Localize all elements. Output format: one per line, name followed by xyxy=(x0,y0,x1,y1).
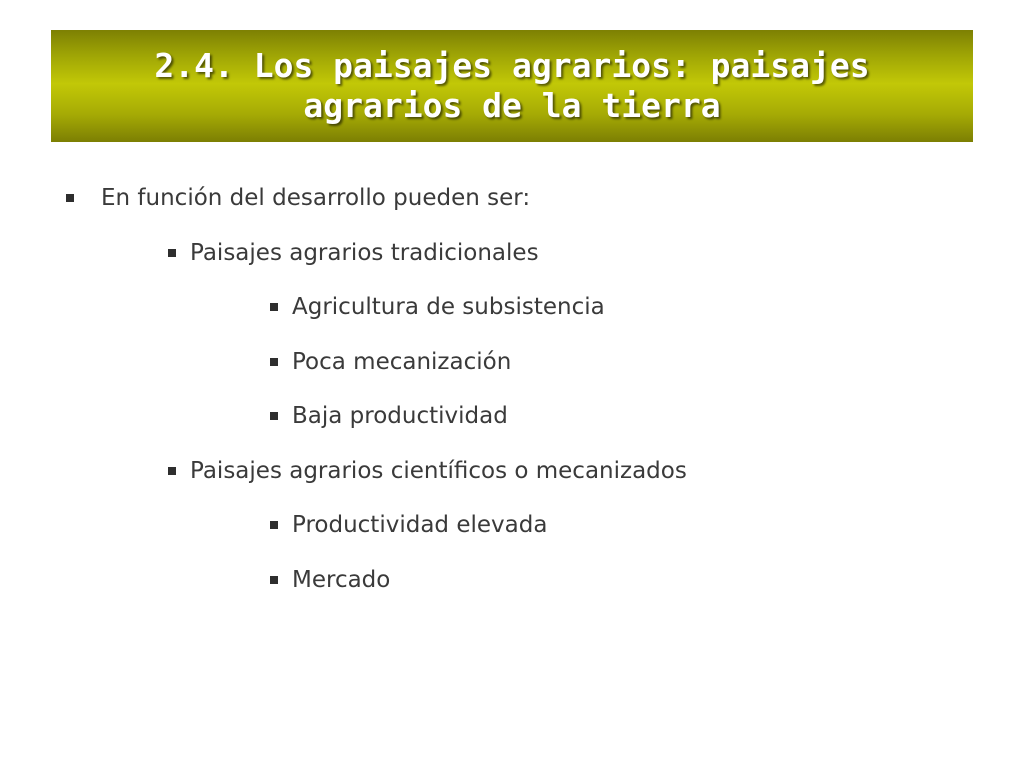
square-bullet-icon xyxy=(270,521,278,529)
bullet-item xyxy=(66,182,530,214)
square-bullet-icon xyxy=(270,358,278,366)
bullet-item xyxy=(270,346,511,378)
bullet-item xyxy=(270,400,508,432)
square-bullet-icon xyxy=(66,194,74,202)
bullet-text: Agricultura de subsistencia xyxy=(292,294,605,320)
square-bullet-icon xyxy=(270,303,278,311)
bullet-text: En función del desarrollo pueden ser: xyxy=(101,185,531,211)
bullet-text: Paisajes agrarios científicos o mecanizados xyxy=(190,458,687,484)
square-bullet-icon xyxy=(270,412,278,420)
square-bullet-icon xyxy=(270,576,278,584)
bullet-text: Baja productividad xyxy=(292,403,508,429)
bullet-item xyxy=(168,237,539,269)
bullet-text: Mercado xyxy=(292,567,391,593)
slide-title: 2.4. Los paisajes agrarios: paisajes agrarios de la tierra xyxy=(154,46,870,125)
bullet-item xyxy=(168,455,687,487)
bullet-item xyxy=(270,564,390,596)
square-bullet-icon xyxy=(168,249,176,257)
bullet-item xyxy=(270,291,605,323)
bullet-text: Paisajes agrarios tradicionales xyxy=(190,240,539,266)
bullet-text: Poca mecanización xyxy=(292,349,512,375)
square-bullet-icon xyxy=(168,467,176,475)
bullet-item xyxy=(270,509,547,541)
bullet-text: Productividad elevada xyxy=(292,512,548,538)
